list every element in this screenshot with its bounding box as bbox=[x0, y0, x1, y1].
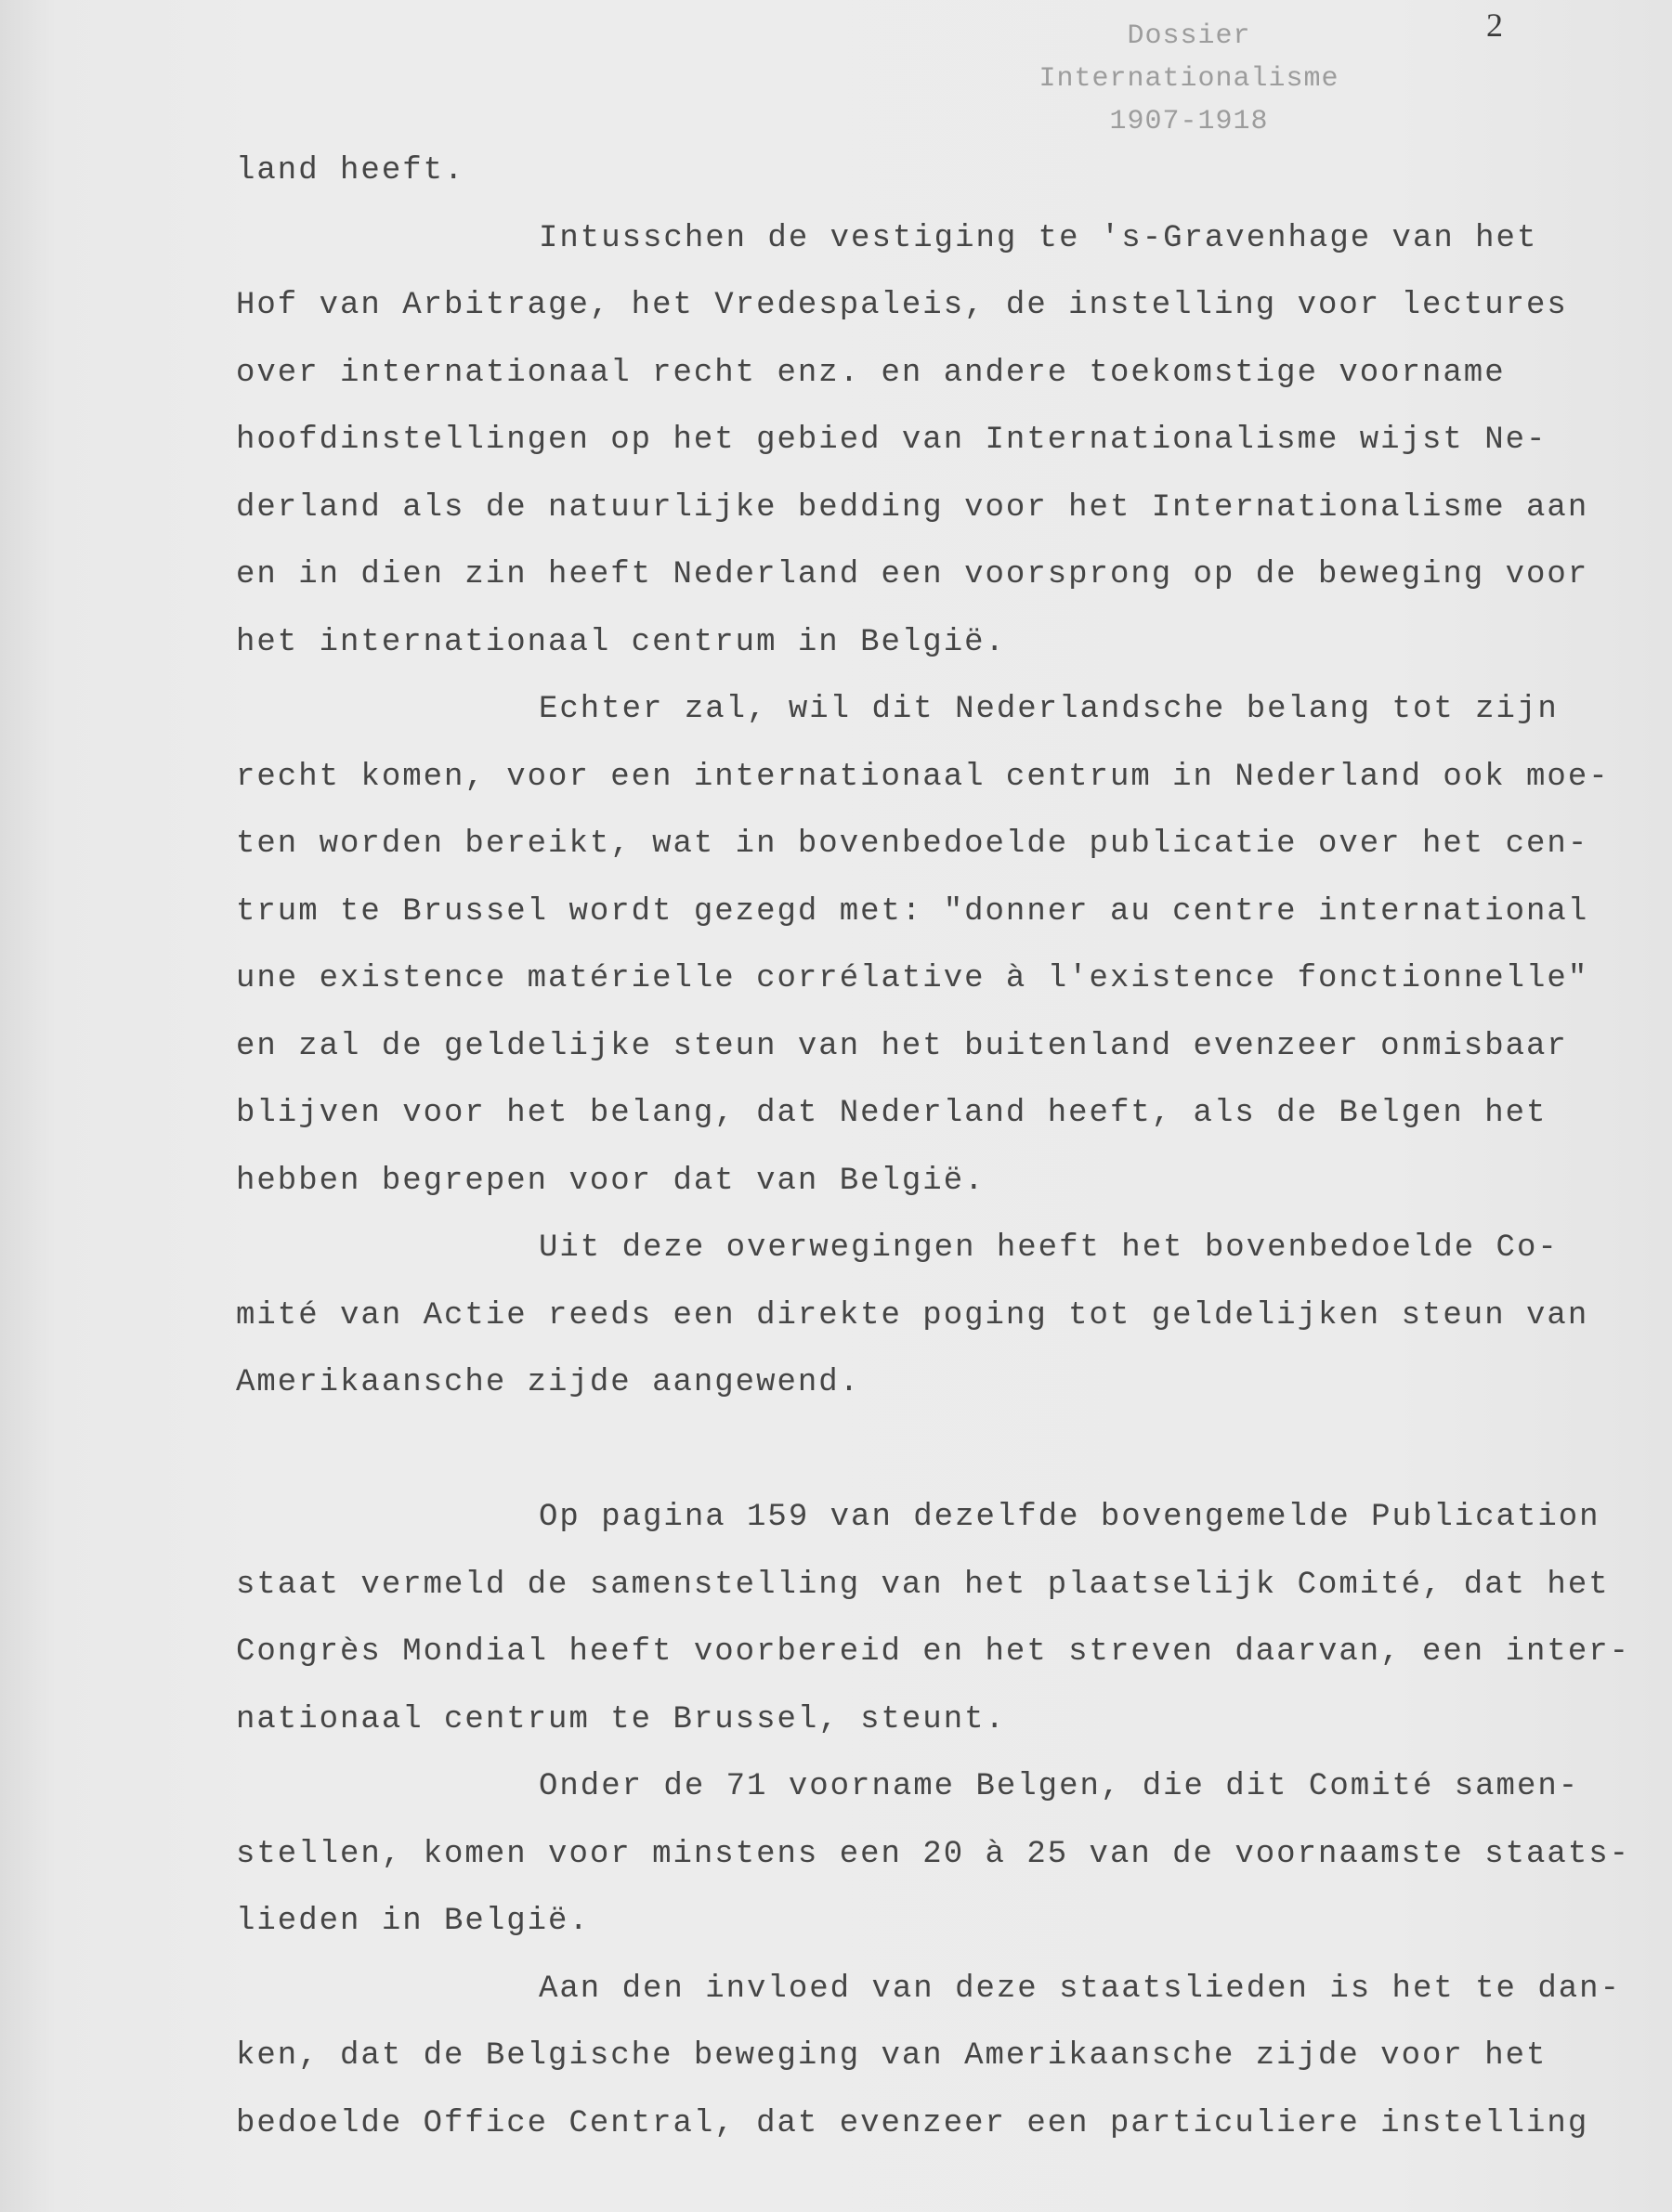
text-line: land heeft. bbox=[236, 153, 465, 189]
text-line: hoofdinstellingen op het gebied van Internationalisme wijst Ne- bbox=[236, 423, 1548, 458]
text-line: het internationaal centrum in België. bbox=[236, 624, 1006, 660]
text-line: en zal de geldelijke steun van het buitenland evenzeer onmisbaar bbox=[236, 1028, 1568, 1064]
text-line: ten worden bereikt, wat in bovenbedoelde publicatie over het cen- bbox=[236, 826, 1589, 862]
paragraph bbox=[236, 1956, 1621, 2158]
archive-stamp bbox=[1003, 15, 1375, 143]
text-line: Echter zal, wil dit Nederlandsche belang tot zijn bbox=[539, 692, 1559, 727]
text-line: ken, dat de Belgische beweging van Amerikaansche zijde voor het bbox=[236, 2038, 1548, 2074]
paragraph-gap bbox=[236, 1417, 1592, 1485]
paragraph bbox=[236, 205, 1592, 677]
text-line: Amerikaansche zijde aangewend. bbox=[236, 1365, 861, 1400]
text-line: derland als de natuurlijke bedding voor het Internationalisme aan bbox=[236, 489, 1589, 526]
text-line: blijven voor het belang, dat Nederland heeft, als de Belgen het bbox=[236, 1096, 1548, 1131]
text-line: Hof van Arbitrage, het Vredespaleis, de instelling voor lectures bbox=[236, 288, 1568, 323]
page-number: 2 bbox=[1486, 7, 1503, 44]
text-line: Onder de 71 voorname Belgen, die dit Comité samen- bbox=[539, 1769, 1580, 1804]
paragraph bbox=[236, 1484, 1631, 1753]
text-line: over internationaal recht enz. en andere toekomstige voorname bbox=[236, 355, 1506, 391]
text-line: en in dien zin heeft Nederland een voorsprong op de beweging voor bbox=[236, 557, 1589, 592]
stamp-line-3: 1907-1918 bbox=[1109, 106, 1269, 137]
text-line: stellen, komen voor minstens een 20 à 25 van de voornaamste staats- bbox=[236, 1836, 1631, 1872]
stamp-line-1: Dossier bbox=[1127, 20, 1251, 52]
text-line: lieden in België. bbox=[236, 1904, 590, 1939]
text-line: Uit deze overwegingen heeft het bovenbedoelde Co- bbox=[539, 1230, 1559, 1266]
text-line: recht komen, voor een internationaal centrum in Nederland ook moe- bbox=[236, 759, 1610, 795]
text-line: bedoelde Office Central, dat evenzeer een particuliere instelling bbox=[236, 2105, 1589, 2141]
paragraph bbox=[236, 1215, 1592, 1417]
typewritten-body bbox=[236, 137, 1631, 2157]
text-line: Congrès Mondial heeft voorbereid en het streven daarvan, een inter- bbox=[236, 1634, 1631, 1670]
text-line: trum te Brussel wordt gezegd met: "donner au centre international bbox=[236, 893, 1589, 930]
paragraph bbox=[236, 676, 1610, 1215]
text-line: Intusschen de vestiging te 's-Gravenhage van het bbox=[539, 220, 1538, 256]
paragraph bbox=[236, 137, 1592, 205]
text-line: nationaal centrum te Brussel, steunt. bbox=[236, 1701, 1006, 1737]
paragraph bbox=[236, 1753, 1631, 1956]
stamp-line-2: Internationalisme bbox=[1038, 63, 1339, 95]
text-line: staat vermeld de samenstelling van het plaatselijk Comité, dat het bbox=[236, 1567, 1610, 1603]
text-line: Op pagina 159 van dezelfde bovengemelde Publication bbox=[539, 1500, 1600, 1535]
text-line: hebben begrepen voor dat van België. bbox=[236, 1163, 986, 1199]
text-line: une existence matérielle corrélative à l'existence fonctionnelle" bbox=[236, 961, 1589, 996]
text-line: Aan den invloed van deze staatslieden is het te dan- bbox=[539, 1971, 1621, 2007]
text-line: mité van Actie reeds een direkte poging tot geldelijken steun van bbox=[236, 1297, 1589, 1334]
